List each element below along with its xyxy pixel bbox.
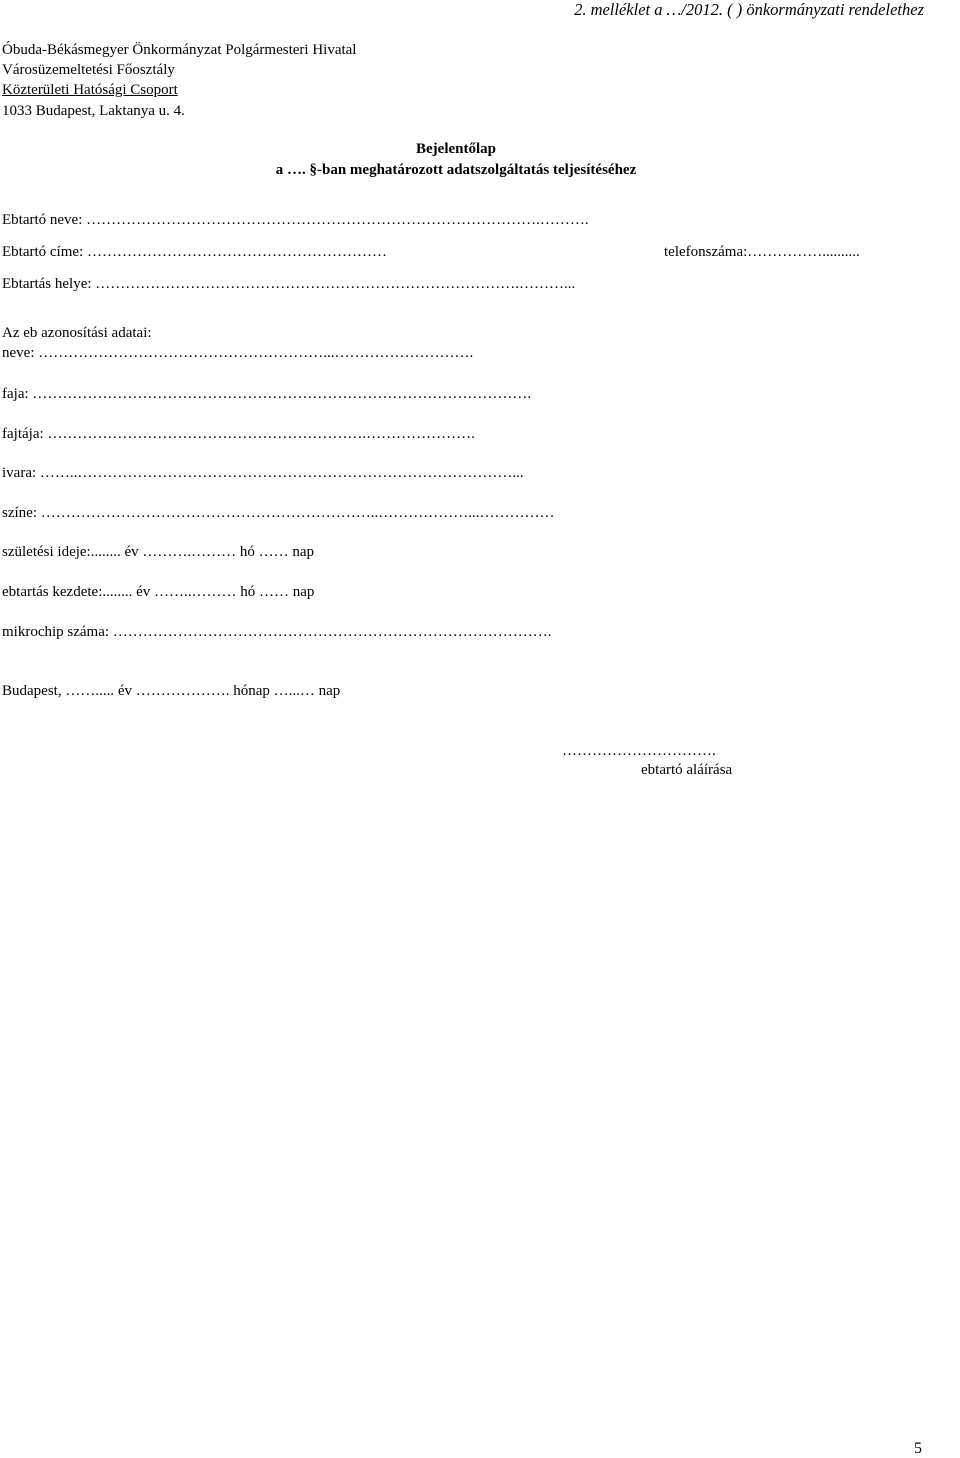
form-title: Bejelentőlap <box>416 141 496 157</box>
owner-phone-field: telefonszáma:…………….......... <box>664 244 860 260</box>
owner-address-field: Ebtartó címe: …………………………………………………… <box>2 244 387 260</box>
signature-label: ebtartó aláírása <box>641 762 733 778</box>
keeping-start-field: ebtartás kezdete:........ év ……..……… hó …… nap <box>2 584 315 600</box>
signature-line: …………………………. <box>562 743 716 759</box>
dog-sex-field: ivara: ……..……………………………………………………………………………... <box>2 465 524 481</box>
office-address: 1033 Budapest, Laktanya u. 4. <box>2 103 185 119</box>
office-line-1: Óbuda-Békásmegyer Önkormányzat Polgármesteri Hivatal <box>2 42 357 58</box>
keeping-place-field: Ebtartás helye: ………………………………………………………………………….………... <box>2 276 576 292</box>
dog-section-label: Az eb azonosítási adatai: <box>2 325 152 341</box>
dog-species-field: faja: ………………………………………………………………………………………. <box>2 386 532 402</box>
dog-color-field: színe: …………………………………………………………..………………...…………… <box>2 505 555 521</box>
dog-birth-date-field: születési ideje:........ év ……….……… hó …… nap <box>2 544 315 560</box>
office-line-3: Közterületi Hatósági Csoport <box>2 82 178 98</box>
dog-name-field: neve: …………………………………………………...………………………. <box>2 345 474 361</box>
owner-name-field: Ebtartó neve: ……………………………………………………………………………….………. <box>2 212 589 228</box>
microchip-field: mikrochip száma: ……………………………………………………………………………. <box>2 624 552 640</box>
annex-note: 2. melléklet a …/2012. ( ) önkormányzati rendelethez <box>574 0 924 19</box>
office-line-2: Városüzemeltetési Főosztály <box>2 62 175 78</box>
place-date-line: Budapest, ……..... év ………………. hónap …...… nap <box>2 683 341 699</box>
page-number: 5 <box>914 1440 922 1457</box>
dog-breed-field: fajtája: ……………………………………………………….…………………. <box>2 426 475 442</box>
form-subtitle: a …. §-ban meghatározott adatszolgáltatás teljesítéséhez <box>275 162 637 178</box>
